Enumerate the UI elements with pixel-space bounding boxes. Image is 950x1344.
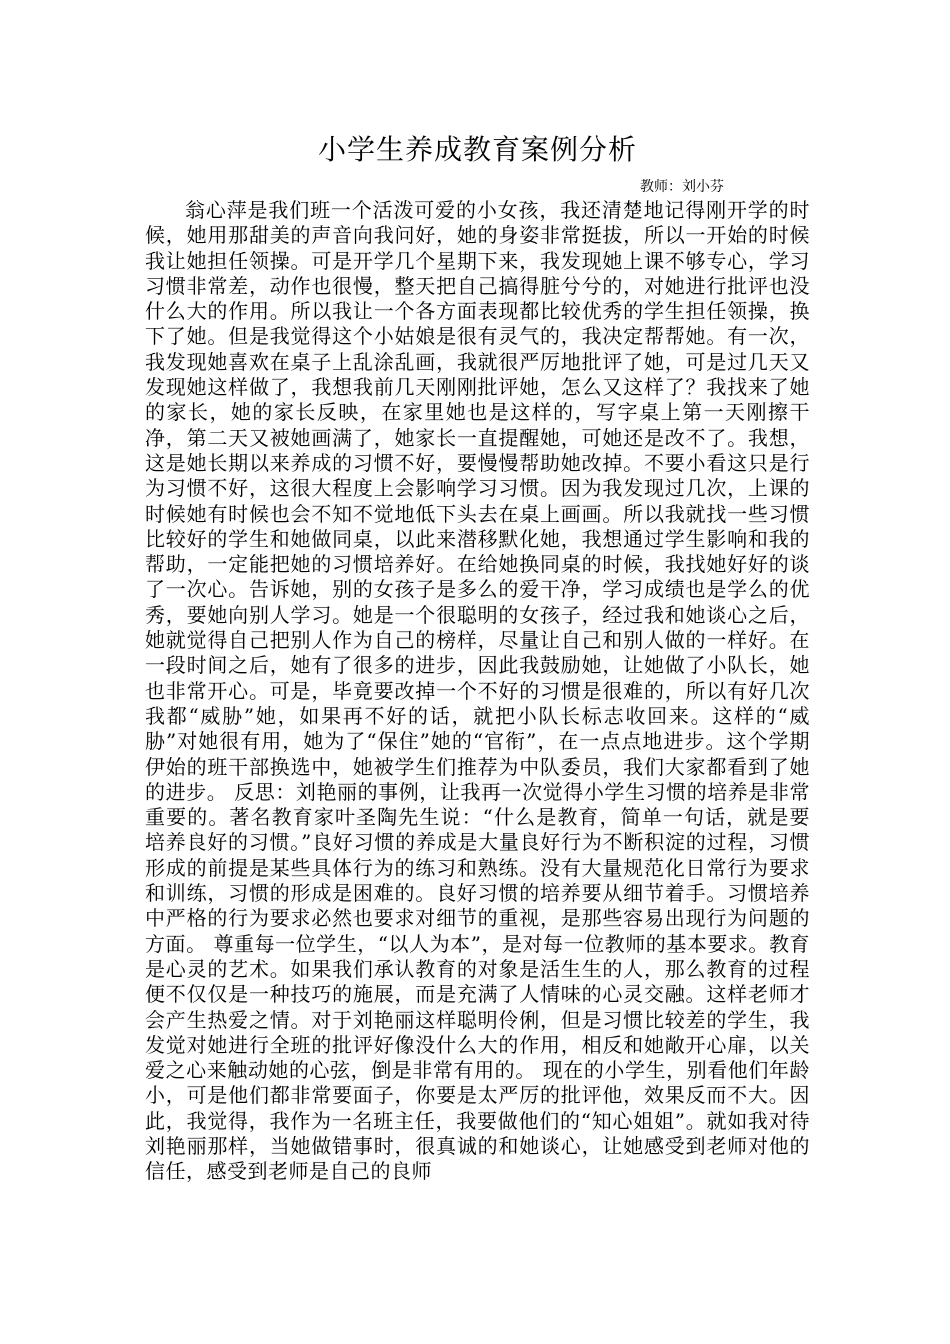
document-page bbox=[145, 130, 810, 1185]
author-line: 教师：刘小芬 bbox=[640, 179, 724, 195]
body-paragraph: 翁心萍是我们班一个活泼可爱的小女孩，我还清楚地记得刚开学的时候，她用那甜美的声音向我问好，她的身姿非常挺拔，所以一开始的时候我让她担任领操。可是开学几个星期下来，我发现她上课不够专心，学习习惯非常差，动作也很慢，整天把自己搞得脏兮兮的，对她进行批评也没什么大的作用。所以我让一个各方面表现都比较优秀的学生担任领操，换下了她。但是我觉得这个小姑娘是很有灵气的，我决定帮帮她。有一次，我发现她喜欢在桌子上乱涂乱画，我就很严厉地批评了她，可是过几天又发现她这样做了，我想我前几天刚刚批评她，怎么又这样了？我找来了她的家长，她的家长反映，在家里她也是这样的，写字桌上第一天刚擦干净，第二天又被她画满了，她家长一直提醒她，可她还是改不了。我想，这是她长期以来养成的习惯不好，要慢慢帮助她改掉。不要小看这只是行为习惯不好，这很大程度上会影响学习习惯。因为我发现过几次，上课的时候她有时候也会不知不觉地低下头去在桌上画画。所以我就找一些习惯比较好的学生和她做同桌，以此来潜移默化她，我想通过学生影响和我的帮助，一定能把她的习惯培养好。在给她换同桌的时候，我找她好好的谈了一次心。告诉她，别的女孩子是多么的爱干净，学习成绩也是学么的优秀，要她向别人学习。她是一个很聪明的女孩子，经过我和她谈心之后，她就觉得自己把别人作为自己的榜样，尽量让自己和别人做的一样好。在一段时间之后，她有了很多的进步，因此我鼓励她，让她做了小队长，她也非常开心。可是，毕竟要改掉一个不好的习惯是很难的，所以有好几次我都“威胁”她，如果再不好的话，就把小队长标志收回来。这样的“威胁”对她很有用，她为了“保住”她的“官衔”，在一点点地进步。这个学期伊始的班干部换选中，她被学生们推荐为中队委员，我们大家都看到了她的进步。 反思：刘艳丽的事例，让我再一次觉得小学生习惯的培养是非常重要的。著名教育家叶圣陶先生说：“什么是教育，简单一句话，就是要培养良好的习惯。”良好习惯的养成是大量良好行为不断积淀的过程，习惯形成的前提是某些具体行为的练习和熟练。没有大量规范化日常行为要求和训练，习惯的形成是困难的。良好习惯的培养要从细节着手。习惯培养中严格的行为要求必然也要求对细节的重视，是那些容易出现行为问题的方面。 尊重每一位学生，“以人为本”，是对每一位教师的基本要求。教育是心灵的艺术。如果我们承认教育的对象是活生生的人，那么教育的过程便不仅仅是一种技巧的施展，而是充满了人情味的心灵交融。这样老师才会产生热爱之情。对于刘艳丽这样聪明伶俐，但是习惯比较差的学生，我发觉对她进行全班的批评好像没什么大的作用，相反和她敞开心扉，以关爱之心来触动她的心弦，倒是非常有用的。 现在的小学生，别看他们年龄小，可是他们都非常要面子，你要是太严厉的批评他，效果反而不大。因此，我觉得，我作为一名班主任，我要做他们的“知心姐姐”。就如我对待刘艳丽那样，当她做错事时，很真诚的和她谈心，让她感受到老师对他的信任，感受到老师是自己的良师 bbox=[145, 198, 810, 1184]
document-title: 小学生养成教育案例分析 bbox=[317, 133, 637, 166]
